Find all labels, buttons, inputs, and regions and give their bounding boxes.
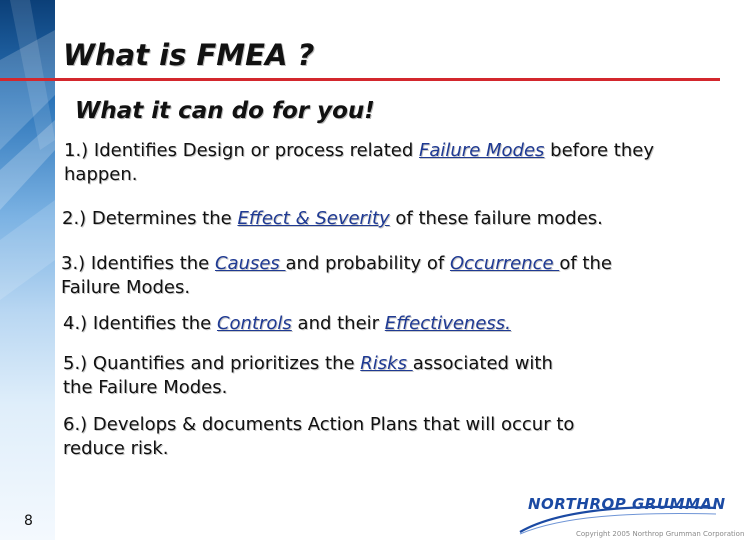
item-text: and their [291,313,385,334]
item-text: 3.) Identifies the [61,253,215,274]
northrop-grumman-logo [518,488,744,540]
item-text: 4.) Identifies the [63,313,217,334]
slide-title: What is FMEA ? [63,38,315,72]
item-text: 6.) Develops & documents Action Plans that will occur to [63,414,575,435]
item-text: before they [544,140,654,161]
item-keyword: Risks [360,353,413,374]
list-item [63,312,511,336]
item-text: of the [559,253,612,274]
item-keyword: Effectiveness. [384,313,511,334]
item-text: of these failure modes. [389,208,603,229]
item-text: and probability of [285,253,450,274]
list-item [62,207,603,231]
item-keyword: Occurrence [449,253,560,274]
item-text: Failure Modes. [61,277,191,298]
item-keyword: Effect & Severity [237,208,390,229]
item-keyword: Causes [214,253,286,274]
item-text: 1.) Identifies Design or process related [64,140,419,161]
item-text: 2.) Determines the [62,208,238,229]
slide-subtitle: What it can do for you! [75,98,375,124]
decorative-light-rays [0,0,55,540]
item-text: happen. [64,164,138,185]
list-item [63,352,553,400]
list-item [63,413,574,461]
title-divider [0,78,720,81]
logo-wordmark: NORTHROP GRUMMAN [528,495,726,513]
item-text: the Failure Modes. [63,377,228,398]
list-item [64,139,654,187]
page-number: 8 [24,513,33,529]
item-keyword: Controls [216,313,292,334]
copyright-text: Copyright 2005 Northrop Grumman Corporation [576,530,744,538]
item-text: 5.) Quantifies and prioritizes the [63,353,361,374]
item-text: associated with [412,353,553,374]
item-keyword: Failure Modes [419,140,545,161]
item-text: reduce risk. [63,438,169,459]
list-item [61,252,612,300]
